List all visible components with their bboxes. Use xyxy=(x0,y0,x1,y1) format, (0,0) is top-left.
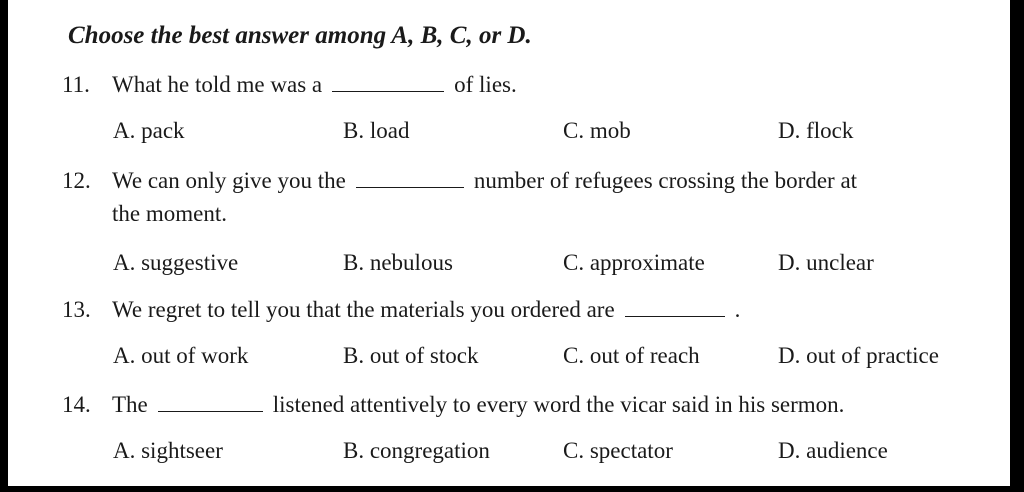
stem-before: We can only give you the xyxy=(112,168,346,193)
stem-after: listened attentively to every word the vicar said in his sermon. xyxy=(272,392,845,417)
question-number: 13. xyxy=(62,297,91,322)
question-stem xyxy=(112,297,740,323)
option-d: D. flock xyxy=(778,118,854,143)
stem-before: We regret to tell you that the materials you ordered are xyxy=(112,297,615,322)
left-frame-border xyxy=(0,0,8,492)
stem-after: . xyxy=(734,297,741,322)
option-a: A. pack xyxy=(113,118,185,143)
answer-blank xyxy=(158,410,263,412)
question-continuation: the moment. xyxy=(112,201,227,226)
worksheet-page xyxy=(8,0,1010,486)
option-b: B. load xyxy=(343,118,410,143)
option-a: A. out of work xyxy=(113,343,249,368)
instruction-heading: Choose the best answer among A, B, C, or D. xyxy=(68,22,532,49)
answer-blank xyxy=(332,90,444,92)
bottom-frame-border xyxy=(0,486,1024,492)
stem-after: of lies. xyxy=(454,72,517,97)
option-d: D. out of practice xyxy=(778,343,939,368)
option-b: B. out of stock xyxy=(343,343,479,368)
option-a: A. suggestive xyxy=(113,250,239,275)
option-a: A. sightseer xyxy=(113,438,223,463)
option-c: C. mob xyxy=(563,118,631,143)
question-stem xyxy=(112,72,517,98)
answer-blank xyxy=(625,315,725,317)
option-c: C. approximate xyxy=(563,250,705,275)
option-c: C. out of reach xyxy=(563,343,700,368)
option-d: D. audience xyxy=(778,438,888,463)
option-c: C. spectator xyxy=(563,438,673,463)
question-number: 11. xyxy=(62,72,90,97)
question-number: 14. xyxy=(62,392,91,417)
question-number: 12. xyxy=(62,168,91,193)
stem-after: number of refugees crossing the border at xyxy=(473,168,858,193)
question-stem xyxy=(112,392,844,418)
option-b: B. congregation xyxy=(343,438,490,463)
option-b: B. nebulous xyxy=(343,250,453,275)
answer-blank xyxy=(356,186,464,188)
option-d: D. unclear xyxy=(778,250,874,275)
question-stem xyxy=(112,168,857,194)
stem-before: What he told me was a xyxy=(112,72,323,97)
right-frame-border xyxy=(1010,0,1024,492)
stem-before: The xyxy=(112,392,148,417)
